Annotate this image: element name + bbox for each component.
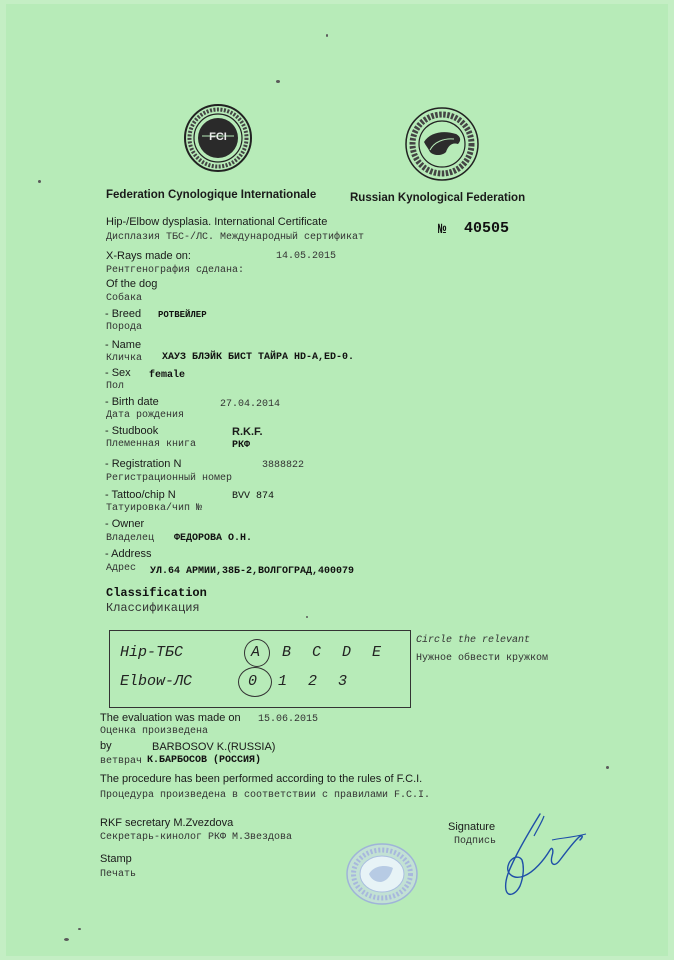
evaluation-label-en: The evaluation was made on: [100, 712, 241, 724]
address-label-ru: Адрес: [106, 563, 137, 574]
elbow-selected-circle: [238, 667, 272, 697]
elbow-grade-2: 2: [308, 673, 318, 690]
speck: [606, 766, 609, 769]
signature-label-en: Signature: [448, 821, 496, 833]
elbow-grade-0: 0: [248, 673, 258, 690]
fci-logo-text: FCI: [209, 131, 227, 143]
fci-name: Federation Cynologique Internationale: [106, 189, 317, 201]
registration-label-en: - Registration N: [105, 458, 182, 470]
procedure-text-ru: Процедура произведена в соответствии с правилами F.C.I.: [100, 790, 431, 801]
studbook-value-ru: РКФ: [232, 440, 251, 451]
secretary-ru: Секретарь-кинолог РКФ М.Звездова: [100, 832, 293, 843]
birth-label-en: - Birth date: [105, 396, 159, 408]
evaluation-label-ru: Оценка произведена: [100, 726, 209, 737]
stamp-label-en: Stamp: [100, 853, 132, 865]
owner-label-ru: Владелец: [106, 533, 155, 544]
hip-grade-e: E: [372, 644, 382, 661]
tattoo-label-ru: Татуировка/чип №: [106, 503, 203, 514]
certificate-number: 40505: [464, 220, 510, 237]
certificate-title-ru: Дисплазия ТБС-/ЛС. Международный сертификат: [106, 232, 365, 243]
rkf-name: Russian Kynological Federation: [350, 192, 526, 204]
hip-grade-c: C: [312, 644, 322, 661]
speck: [326, 34, 328, 37]
address-label-en: - Address: [105, 548, 152, 560]
registration-value: 3888822: [262, 460, 305, 471]
studbook-label-en: - Studbook: [105, 425, 159, 437]
sex-label-ru: Пол: [106, 381, 125, 392]
name-label-ru: Кличка: [106, 353, 143, 364]
breed-label-ru: Порода: [106, 322, 143, 333]
evaluation-by-ru: ветврач: [100, 756, 143, 767]
name-value: ХАУЗ БЛЭЙК БИСТ ТАЙРА HD-A,ED-0.: [162, 352, 355, 363]
xrays-date: 14.05.2015: [276, 251, 337, 262]
signature-label-ru: Подпись: [454, 836, 497, 847]
birth-value: 27.04.2014: [220, 399, 281, 410]
certificate-page: [6, 4, 668, 956]
dog-label-ru: Собака: [106, 293, 143, 304]
elbow-label: Elbow-ЛС: [120, 673, 193, 690]
address-value: УЛ.64 АРМИИ,38Б-2,ВОЛГОГРАД,400079: [150, 566, 355, 577]
evaluation-date: 15.06.2015: [258, 714, 319, 725]
hip-grade-d: D: [342, 644, 352, 661]
speck: [276, 80, 280, 83]
stamp-label-ru: Печать: [100, 869, 137, 880]
classification-title-en: Classification: [106, 586, 207, 600]
studbook-value-en: R.K.F.: [232, 426, 263, 438]
owner-value: ФЕДОРОВА О.Н.: [174, 533, 253, 544]
hip-grade-a: A: [251, 644, 261, 661]
registration-label-ru: Регистрационный номер: [106, 473, 233, 484]
fci-logo-icon: [182, 102, 254, 174]
sex-label-en: - Sex: [105, 367, 131, 379]
rkf-seal-icon: [404, 106, 480, 182]
sex-value: female: [149, 370, 186, 381]
elbow-grade-1: 1: [278, 673, 288, 690]
speck: [78, 928, 81, 930]
rkf-stamp-icon: [345, 842, 419, 906]
evaluation-by-en: by: [100, 740, 112, 752]
evaluation-vet-ru: К.БАРБОСОВ (РОССИЯ): [147, 755, 262, 766]
evaluation-vet-en: BARBOSOV K.(RUSSIA): [152, 741, 276, 753]
speck: [64, 938, 69, 941]
studbook-label-ru: Племенная книга: [106, 439, 197, 450]
owner-label-en: - Owner: [105, 518, 145, 530]
breed-label-en: - Breed: [105, 308, 142, 320]
speck: [306, 616, 308, 618]
classification-title-ru: Классификация: [106, 601, 200, 615]
speck: [38, 180, 41, 183]
dog-label-en: Of the dog: [106, 278, 158, 290]
tattoo-value: BVV 874: [232, 491, 275, 502]
name-label-en: - Name: [105, 339, 142, 351]
hip-label: Hip-ТБС: [120, 644, 184, 661]
birth-label-ru: Дата рождения: [106, 410, 185, 421]
breed-value: РОТВЕЙЛЕР: [158, 310, 207, 320]
circle-note-en: Circle the relevant: [416, 635, 531, 646]
circle-note-ru: Нужное обвести кружком: [416, 653, 549, 664]
signature-icon: [494, 810, 598, 902]
hip-selected-circle: [244, 639, 270, 667]
tattoo-label-en: - Tattoo/chip N: [105, 489, 176, 501]
xrays-label-en: X-Rays made on:: [106, 250, 191, 262]
classification-box: [109, 630, 411, 708]
xrays-label-ru: Рентгенография сделана:: [106, 265, 245, 276]
secretary-en: RKF secretary M.Zvezdova: [100, 817, 234, 829]
certificate-title-en: Hip-/Elbow dysplasia. International Certificate: [106, 216, 328, 228]
number-symbol: №: [438, 222, 447, 238]
hip-grade-b: B: [282, 644, 292, 661]
elbow-grade-3: 3: [338, 673, 348, 690]
procedure-text-en: The procedure has been performed according to the rules of F.C.I.: [100, 773, 423, 785]
